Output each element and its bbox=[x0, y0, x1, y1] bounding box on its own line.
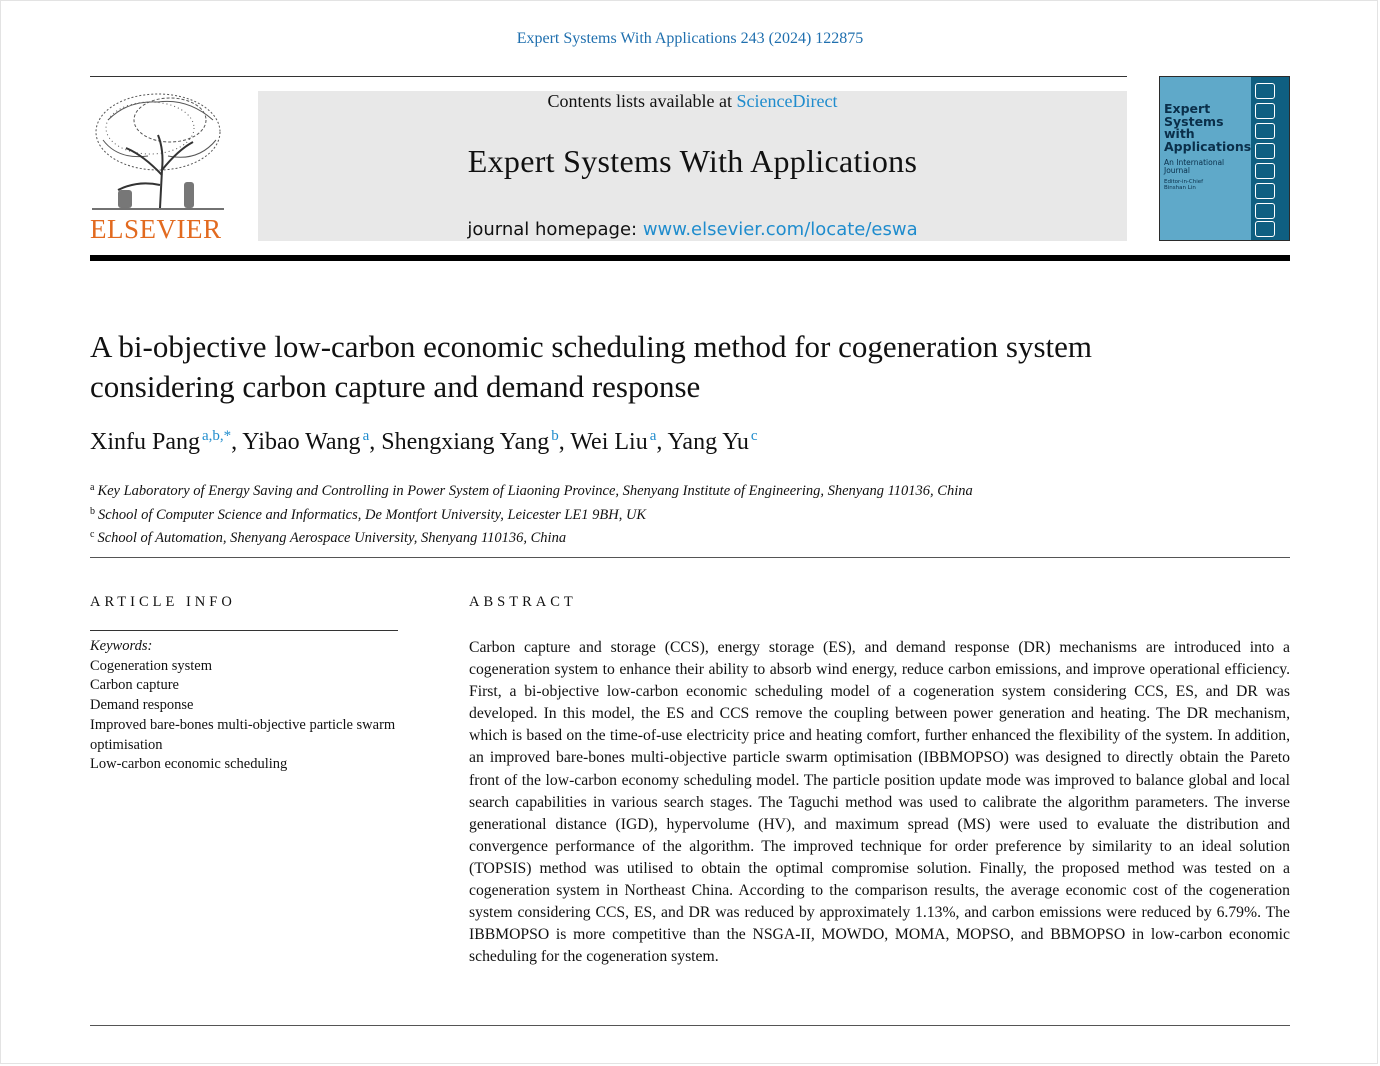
author-affiliation-mark[interactable]: b bbox=[551, 428, 559, 444]
tree-icon bbox=[88, 90, 228, 215]
abstract-heading: ABSTRACT bbox=[469, 594, 577, 610]
keyword-item: Improved bare-bones multi-objective particle swarm optimisation bbox=[90, 716, 396, 753]
steering-wheel-icon bbox=[1255, 83, 1275, 99]
keyword-item: Cogeneration system bbox=[90, 657, 213, 674]
keywords-label: Keywords: bbox=[90, 638, 153, 654]
cover-subtitle bbox=[1164, 159, 1224, 175]
author-affiliation-mark[interactable]: a bbox=[649, 428, 657, 444]
microscope-icon bbox=[1255, 163, 1275, 179]
affiliation-list bbox=[90, 478, 973, 549]
scales-icon bbox=[1255, 143, 1275, 159]
cover-title bbox=[1164, 103, 1251, 153]
sciencedirect-link[interactable]: ScienceDirect bbox=[736, 91, 838, 111]
journal-name: Expert Systems With Applications bbox=[467, 143, 918, 179]
author-separator: , bbox=[231, 429, 243, 455]
cover-subtitle-line: An International bbox=[1164, 158, 1225, 167]
cover-title-line: with bbox=[1164, 126, 1195, 141]
affiliation-mark: c bbox=[90, 529, 95, 540]
journal-cover[interactable] bbox=[1159, 76, 1290, 241]
homepage-prefix: journal homepage: bbox=[467, 219, 643, 240]
author-separator: , bbox=[369, 429, 382, 455]
cover-title-line: Applications bbox=[1164, 138, 1252, 154]
affiliation-item bbox=[90, 502, 973, 526]
affiliation-text: School of Computer Science and Informatics, De Montfort University, Leicester LE1 9BH, UK bbox=[98, 506, 647, 523]
caduceus-icon bbox=[1255, 221, 1275, 237]
article-info-heading: ARTICLE INFO bbox=[90, 594, 236, 610]
contents-prefix: Contents lists available at bbox=[547, 91, 737, 111]
publisher-wordmark: ELSEVIER bbox=[90, 214, 222, 244]
header-rule bbox=[90, 76, 1127, 77]
author-name[interactable]: Yibao Wang bbox=[242, 429, 361, 455]
cover-editor-line: Editor-in-Chief bbox=[1164, 179, 1204, 185]
keywords-block bbox=[90, 637, 400, 775]
keyword-item: Demand response bbox=[90, 697, 194, 714]
affiliation-text: School of Automation, Shenyang Aerospace University, Shenyang 110136, China bbox=[97, 530, 567, 546]
contents-line bbox=[258, 91, 1127, 112]
section-divider bbox=[90, 557, 1290, 558]
cover-title-line: Systems bbox=[1164, 113, 1224, 129]
cover-editor bbox=[1164, 179, 1203, 191]
article-info-rule bbox=[90, 630, 398, 631]
journal-citation[interactable]: Expert Systems With Applications 243 (2024) 122875 bbox=[516, 30, 864, 47]
author-affiliation-mark[interactable]: a bbox=[362, 428, 370, 444]
cover-title-line: Expert bbox=[1164, 101, 1211, 116]
gear-icon bbox=[1255, 203, 1275, 219]
bottom-rule bbox=[90, 1025, 1290, 1026]
author-list bbox=[90, 428, 758, 456]
journal-masthead bbox=[258, 91, 1127, 241]
abstract-text: Carbon capture and storage (CCS), energy storage (ES), and demand response (DR) mechanisms are introduced into a cogeneration system to enhance their ability to absorb wind energy, reduce carbon emissions, and improve operational efficiency. First, a bi-objective low-carbon economic scheduling model of a cogeneration system considering CCS, ES, and DR was developed. In this model, the ES and CCS remove the coupling between power generation and heating. The DR mechanism, which is based on the time-of-use electricity price and heating comfort, further enhanced the flexibility of the system. In addition, an improved bare-bones multi-objective particle swarm optimisation (IBBMOPSO) was designed to directly obtain the Pareto front of the low-carbon economy scheduling model. The particle position update mode was improved to balance global and local search capabilities in various search stages. The Taguchi method was used to calibrate the algorithm parameters. The inverse generational distance (IGD), hypervolume (HV), and maximum spread (MS) were used to evaluate the distribution and convergence performance of the algorithm. The improved technique for order preference by similarity to an ideal solution (TOPSIS) method was utilised to obtain the optimal compromise solution. Finally, the proposed method was tested on a cogeneration system in Northeast China. According to the comparison results, the average economic cost of the cogeneration system considering CCS, ES, and DR was reduced by approximately 1.13%, and carbon emissions were reduced by 6.79%. The IBBMOPSO is more competitive than the NSGA-II, MOWDO, MOMA, MOPSO, and BBMOPSO in low-carbon economic scheduling for the cogeneration system. bbox=[469, 639, 1290, 966]
masthead-thick-rule bbox=[90, 255, 1290, 261]
author-affiliation-mark[interactable]: c bbox=[750, 428, 758, 444]
author-name[interactable]: Wei Liu bbox=[570, 429, 648, 455]
affiliation-item bbox=[90, 478, 973, 502]
author-separator: , bbox=[558, 429, 571, 455]
homepage-line bbox=[258, 219, 1127, 240]
bar-chart-icon bbox=[1255, 123, 1275, 139]
head-profile-icon bbox=[1255, 103, 1275, 119]
author-separator: , bbox=[656, 429, 668, 455]
author-name[interactable]: Yang Yu bbox=[667, 429, 749, 455]
hand-icon bbox=[1255, 183, 1275, 199]
cover-subtitle-line: Journal bbox=[1164, 166, 1190, 175]
affiliation-mark: a bbox=[90, 482, 95, 493]
article-title: A bi-objective low-carbon economic scheduling method for cogeneration system considering carbon capture and demand response bbox=[90, 329, 1093, 404]
author-name[interactable]: Shengxiang Yang bbox=[381, 429, 550, 455]
affiliation-text: Key Laboratory of Energy Saving and Controlling in Power System of Liaoning Province, Shenyang Institute of Engineering, Shenyang 110136, China bbox=[97, 483, 973, 499]
keyword-item: Carbon capture bbox=[90, 677, 179, 694]
keyword-item: Low-carbon economic scheduling bbox=[90, 756, 288, 773]
cover-editor-line: Binshan Lin bbox=[1164, 185, 1196, 191]
affiliation-mark: b bbox=[90, 505, 95, 517]
affiliation-item bbox=[90, 525, 973, 549]
journal-homepage-link[interactable]: www.elsevier.com/locate/eswa bbox=[642, 219, 918, 240]
author-name[interactable]: Xinfu Pang bbox=[90, 429, 200, 455]
author-affiliation-mark[interactable]: a,b,* bbox=[202, 428, 232, 444]
